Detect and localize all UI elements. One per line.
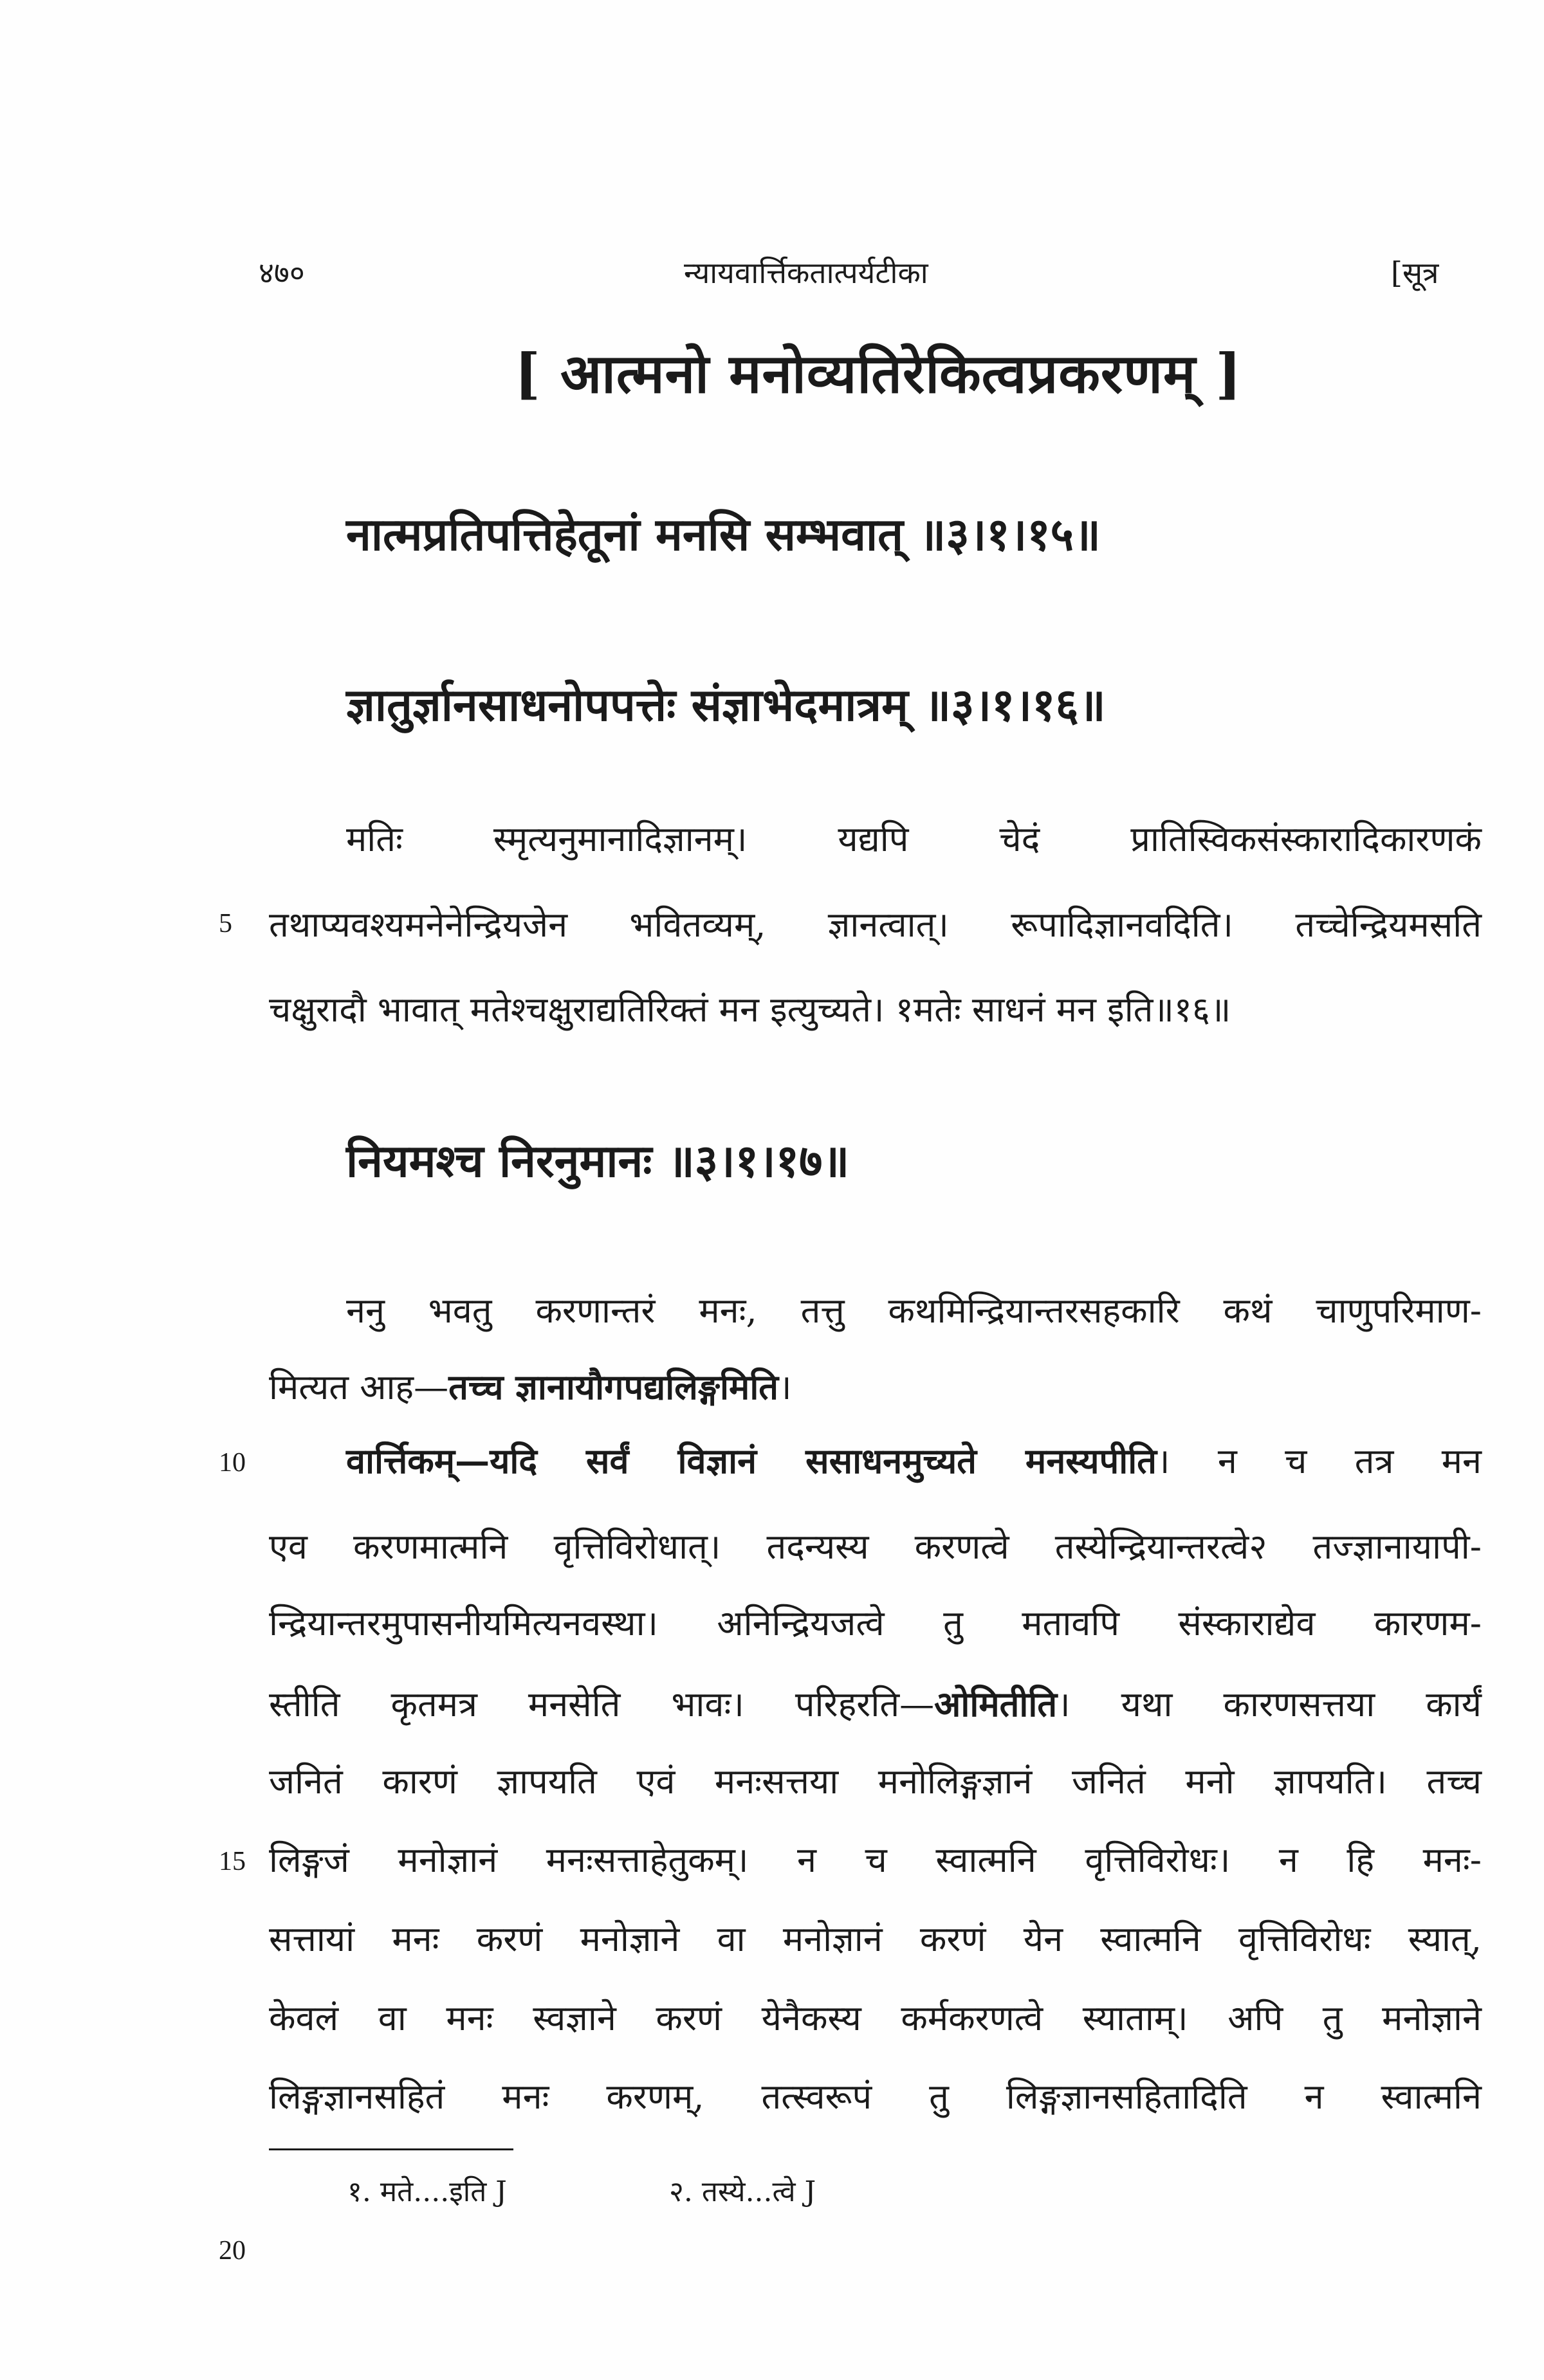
sutra-3-1-15: नात्मप्रतिपत्तिहेतूनां मनसि सम्भवात् ॥३।१।१५॥	[346, 508, 1101, 561]
sutra-3-1-17: नियमश्च निरनुमानः ॥३।१।१७॥	[346, 1134, 850, 1187]
commentary-line: न्द्रियान्तरमुपासनीयमित्यनवस्था। अनिन्द्रियजत्वे तु मतावपि संस्काराद्येव कारणम-	[269, 1603, 1482, 1643]
commentary-text: ।	[778, 1367, 792, 1407]
commentary-line: मतिः स्मृत्यनुमानादिज्ञानम्। यद्यपि चेदं प्रातिस्विकसंस्कारादिकारणकं	[346, 819, 1482, 859]
footnote-rule	[269, 2148, 513, 2150]
commentary-line: लिङ्गजं मनोज्ञानं मनःसत्ताहेतुकम्। न च स्वात्मनि वृत्तिविरोधः। न हि मनः-	[269, 1840, 1482, 1880]
line-number: 10	[219, 1448, 246, 1478]
line-number: 15	[219, 1847, 246, 1876]
header-page-number: ४७०	[259, 255, 305, 290]
commentary-line: चक्षुरादौ भावात् मतेश्चक्षुराद्यतिरिक्तं मन इत्युच्यते। १मतेः साधनं मन इति॥१६॥	[269, 989, 1231, 1030]
commentary-line: एव करणमात्मनि वृत्तिविरोधात्। तदन्यस्य करणत्वे तस्येन्द्रियान्तरत्वे२ तज्ज्ञानायापी-	[269, 1526, 1482, 1567]
vartika-quote: तच्च ज्ञानायौगपद्यलिङ्गमिति	[448, 1366, 779, 1407]
commentary-line: तथाप्यवश्यमनेनेन्द्रियजेन भवितव्यम्, ज्ञानत्वात्। रूपादिज्ञानवदिति। तच्चेन्द्रियमसति	[269, 904, 1482, 945]
commentary-text: मित्यत आह—	[269, 1367, 449, 1407]
commentary-line: ननु भवतु करणान्तरं मनः, तत्तु कथमिन्द्रियान्तरसहकारि कथं चाणुपरिमाण-	[346, 1290, 1482, 1331]
commentary-line: जनितं कारणं ज्ञापयति एवं मनःसत्तया मनोलिङ्गज्ञानं जनितं मनो ज्ञापयति। तच्च	[269, 1761, 1482, 1802]
commentary-line	[269, 1679, 1482, 1726]
line-number: 20	[219, 2236, 246, 2266]
commentary-line	[269, 1362, 1482, 1409]
commentary-line: केवलं वा मनः स्वज्ञाने करणं येनैकस्य कर्मकरणत्वे स्याताम्। अपि तु मनोज्ञाने	[269, 1998, 1482, 2038]
commentary-line	[346, 1436, 1482, 1483]
footnote-1: १. मते....इति J	[347, 2175, 507, 2208]
commentary-text: । न च तत्र मन	[1157, 1441, 1482, 1481]
commentary-line: सत्तायां मनः करणं मनोज्ञाने वा मनोज्ञानं करणं येन स्वात्मनि वृत्तिविरोधः स्यात्,	[269, 1919, 1482, 1959]
header-sutra-marker: [सूत्र	[1391, 255, 1439, 290]
vartika-quote: वार्त्तिकम्—यदि सर्वं विज्ञानं ससाधनमुच्यते मनस्यपीति	[346, 1440, 1157, 1481]
header-book-title: न्यायवार्त्तिकतात्पर्यटीका	[684, 255, 928, 290]
commentary-text: स्तीति कृतमत्र मनसेति भावः। परिहरति—	[269, 1684, 935, 1725]
footnote-2: २. तस्ये...त्वे J	[669, 2175, 816, 2208]
sutra-3-1-16: ज्ञातुर्ज्ञानसाधनोपपत्तेः संज्ञाभेदमात्रम् ॥३।१।१६॥	[346, 678, 1106, 731]
commentary-line: लिङ्गज्ञानसहितं मनः करणम्, तत्स्वरूपं तु लिङ्गज्ञानसहितादिति न स्वात्मनि	[269, 2076, 1482, 2117]
line-number: 5	[219, 909, 232, 938]
commentary-text: । यथा कारणसत्तया कार्यं	[1057, 1684, 1482, 1725]
section-title: [ आत्मनो मनोव्यतिरेकित्वप्रकरणम् ]	[515, 342, 1242, 405]
vartika-quote: ओमितीति	[934, 1683, 1058, 1725]
